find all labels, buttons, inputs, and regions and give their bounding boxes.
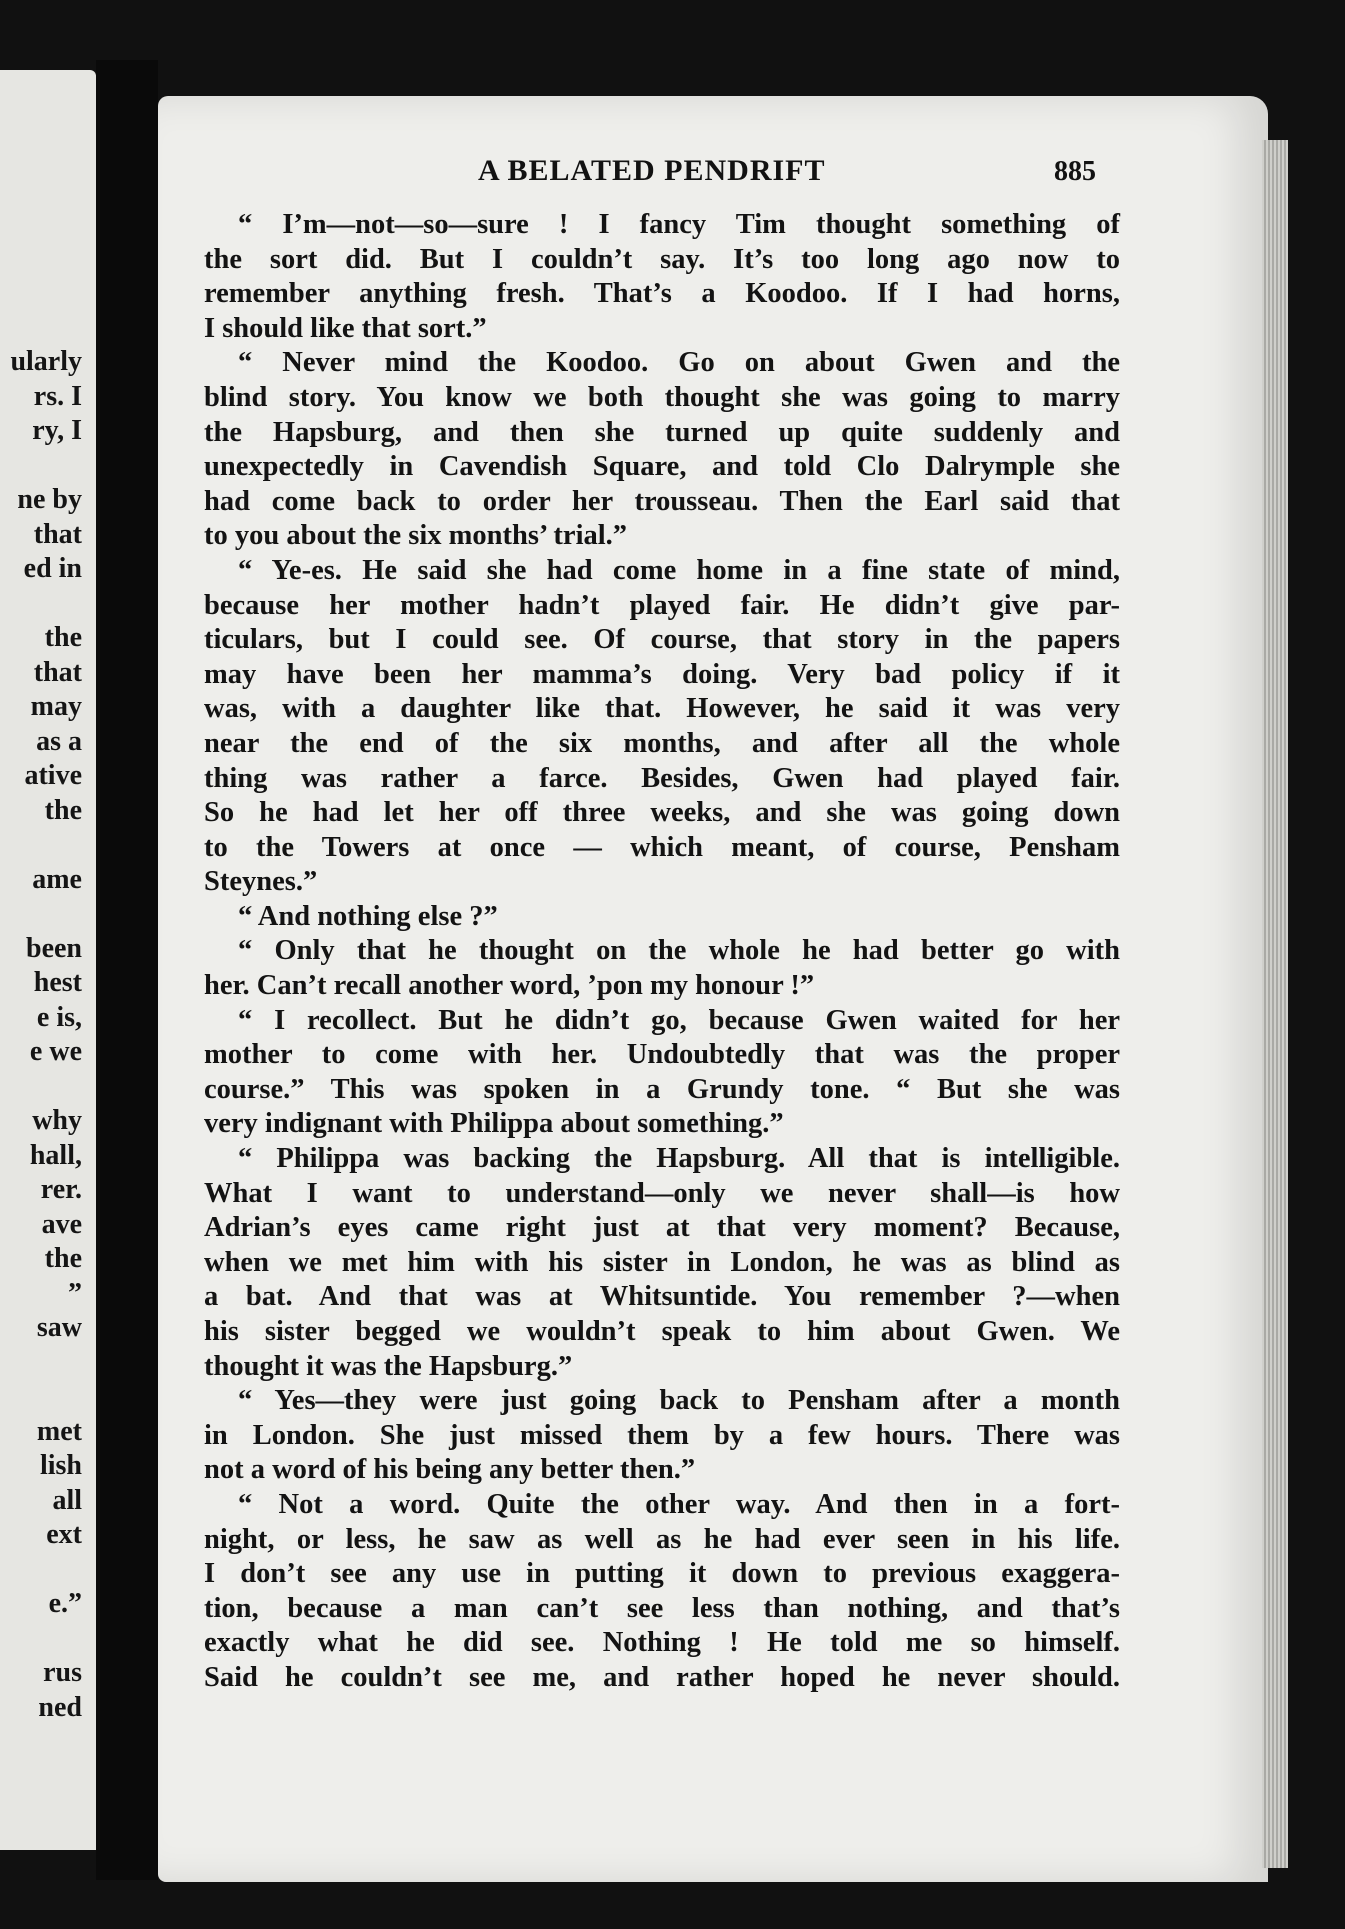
facing-page-fragment: met <box>36 1415 82 1447</box>
facing-page-fragment: e we <box>29 1036 82 1067</box>
facing-page-fragment: that <box>33 656 82 688</box>
text-line: tion, because a man can’t see less than nothing, and that’s <box>204 1592 1120 1624</box>
facing-page-fragment: been <box>26 932 82 964</box>
text-line: So he had let her off three weeks, and she was going down <box>204 797 1120 829</box>
facing-page-fragment: that <box>33 518 82 550</box>
text-line: may have been her mamma’s doing. Very bad policy if it <box>204 658 1120 690</box>
facing-page-left <box>0 70 96 1850</box>
text-line: “ Yes—they were just going back to Pensham after a month <box>238 1385 1120 1417</box>
text-line: exactly what he did see. Nothing ! He told me so himself. <box>204 1627 1120 1659</box>
text-line: to you about the six months’ trial.” <box>204 520 628 552</box>
text-line: I don’t see any use in putting it down to previous exaggera- <box>204 1558 1120 1590</box>
facing-page-fragment <box>0 1553 82 1588</box>
text-line: because her mother hadn’t played fair. He didn’t give par- <box>204 589 1120 621</box>
facing-page-fragment: all <box>52 1484 82 1516</box>
facing-page-fragment: ed in <box>23 553 82 584</box>
facing-page-fragment: ned <box>38 1691 82 1723</box>
facing-page-fragment <box>0 828 82 863</box>
facing-page-fragment: ative <box>24 760 82 791</box>
text-line: blind story. You know we both thought she was going to marry <box>204 381 1120 413</box>
facing-page-fragment: as a <box>36 725 82 757</box>
text-line: the sort did. But I couldn’t say. It’s too long ago now to <box>204 243 1120 275</box>
text-line: thing was rather a farce. Besides, Gwen had played fair. <box>204 762 1120 794</box>
facing-page-fragment <box>0 449 82 484</box>
facing-page-fragment: hest <box>33 967 82 998</box>
text-line: a bat. And that was at Whitsuntide. You remember ?—when <box>204 1281 1120 1313</box>
facing-page-fragment: the <box>44 794 82 826</box>
text-line: when we met him with his sister in London, he was as blind as <box>204 1246 1120 1278</box>
text-line: “ I’m—not—so—sure ! I fancy Tim thought something of <box>238 209 1120 240</box>
facing-page-fragment: the <box>44 1243 82 1274</box>
text-line: “ Not a word. Quite the other way. And then in a fort- <box>238 1488 1120 1520</box>
text-line: had come back to order her trousseau. Then the Earl said that <box>204 485 1120 517</box>
text-line: “ Ye-es. He said she had come home in a fine state of mind, <box>238 554 1120 586</box>
facing-page-fragment: e.” <box>48 1588 82 1619</box>
page-edges <box>1262 140 1288 1868</box>
text-line: course.” This was spoken in a Grundy tone. “ But she was <box>204 1073 1120 1105</box>
text-line: thought it was the Hapsburg.” <box>204 1350 573 1382</box>
text-line: night, or less, he saw as well as he had ever seen in his life. <box>204 1523 1120 1555</box>
facing-page-fragment: ry, I <box>32 415 82 446</box>
text-line: remember anything fresh. That’s a Koodoo. If I had horns, <box>204 278 1120 310</box>
text-line: “ Only that he thought on the whole he had better go with <box>238 935 1120 967</box>
facing-page-fragment: ularly <box>10 346 82 377</box>
text-line: very indignant with Philippa about something.” <box>204 1108 784 1140</box>
text-line: “ And nothing else ?” <box>238 900 498 932</box>
facing-page-fragment <box>0 1070 82 1105</box>
text-line: “ Never mind the Koodoo. Go on about Gwen and the <box>238 347 1120 379</box>
facing-page-fragment: may <box>30 691 82 722</box>
facing-page-fragment: e is, <box>36 1001 82 1033</box>
facing-page-fragment: saw <box>36 1312 82 1343</box>
text-line: “ Philippa was backing the Hapsburg. All that is intelligible. <box>238 1143 1120 1175</box>
text-line: not a word of his being any better then.” <box>204 1454 696 1486</box>
facing-page-fragment: the <box>44 622 82 653</box>
facing-page-text-fragments <box>0 345 96 1725</box>
text-line: unexpectedly in Cavendish Square, and told Clo Dalrymple she <box>204 451 1120 483</box>
running-head: A BELATED PENDRIFT <box>478 154 826 187</box>
text-line: Said he couldn’t see me, and rather hoped he never should. <box>204 1661 1120 1693</box>
facing-page-fragment <box>0 1380 82 1415</box>
text-line: near the end of the six months, and after all the whole <box>204 727 1120 759</box>
text-line: to the Towers at once — which meant, of course, Pensham <box>204 831 1120 863</box>
facing-page-fragment: lish <box>39 1450 82 1481</box>
facing-page-fragment <box>0 587 82 622</box>
text-line: I should like that sort.” <box>204 312 487 344</box>
text-line: “ I recollect. But he didn’t go, because Gwen waited for her <box>238 1004 1120 1036</box>
facing-page-fragment: why <box>32 1105 82 1136</box>
facing-page-fragment: ext <box>46 1519 82 1550</box>
facing-page-fragment: rus <box>43 1657 82 1688</box>
text-line: Adrian’s eyes came right just at that very moment? Because, <box>204 1212 1120 1244</box>
book-gutter <box>96 60 158 1880</box>
book-page <box>158 96 1268 1882</box>
facing-page-fragment: rer. <box>40 1174 82 1205</box>
facing-page-fragment <box>0 1346 82 1381</box>
facing-page-fragment: ave <box>41 1208 82 1240</box>
text-line: ticulars, but I could see. Of course, that story in the papers <box>204 624 1120 656</box>
facing-page-fragment: hall, <box>29 1139 82 1171</box>
facing-page-fragment: rs. I <box>33 380 82 412</box>
page-header <box>158 154 1268 194</box>
text-line: Steynes.” <box>204 866 318 898</box>
text-line: his sister begged we wouldn’t speak to him about Gwen. We <box>204 1316 1120 1347</box>
text-line: the Hapsburg, and then she turned up quite suddenly and <box>204 416 1120 448</box>
facing-page-fragment: ame <box>32 863 82 895</box>
text-line: in London. She just missed them by a few hours. There was <box>204 1419 1120 1451</box>
facing-page-fragment: ” <box>68 1277 82 1309</box>
page-number: 885 <box>1054 156 1096 187</box>
text-line: was, with a daughter like that. However, he said it was very <box>204 693 1120 725</box>
text-line: her. Can’t recall another word, ’pon my honour !” <box>204 970 815 1002</box>
facing-page-fragment: ne by <box>17 484 82 515</box>
facing-page-fragment <box>0 897 82 932</box>
text-line: What I want to understand—only we never shall—is how <box>204 1177 1120 1209</box>
body-text <box>204 208 1120 1696</box>
text-line: mother to come with her. Undoubtedly that was the proper <box>204 1039 1120 1071</box>
facing-page-fragment <box>0 1622 82 1657</box>
